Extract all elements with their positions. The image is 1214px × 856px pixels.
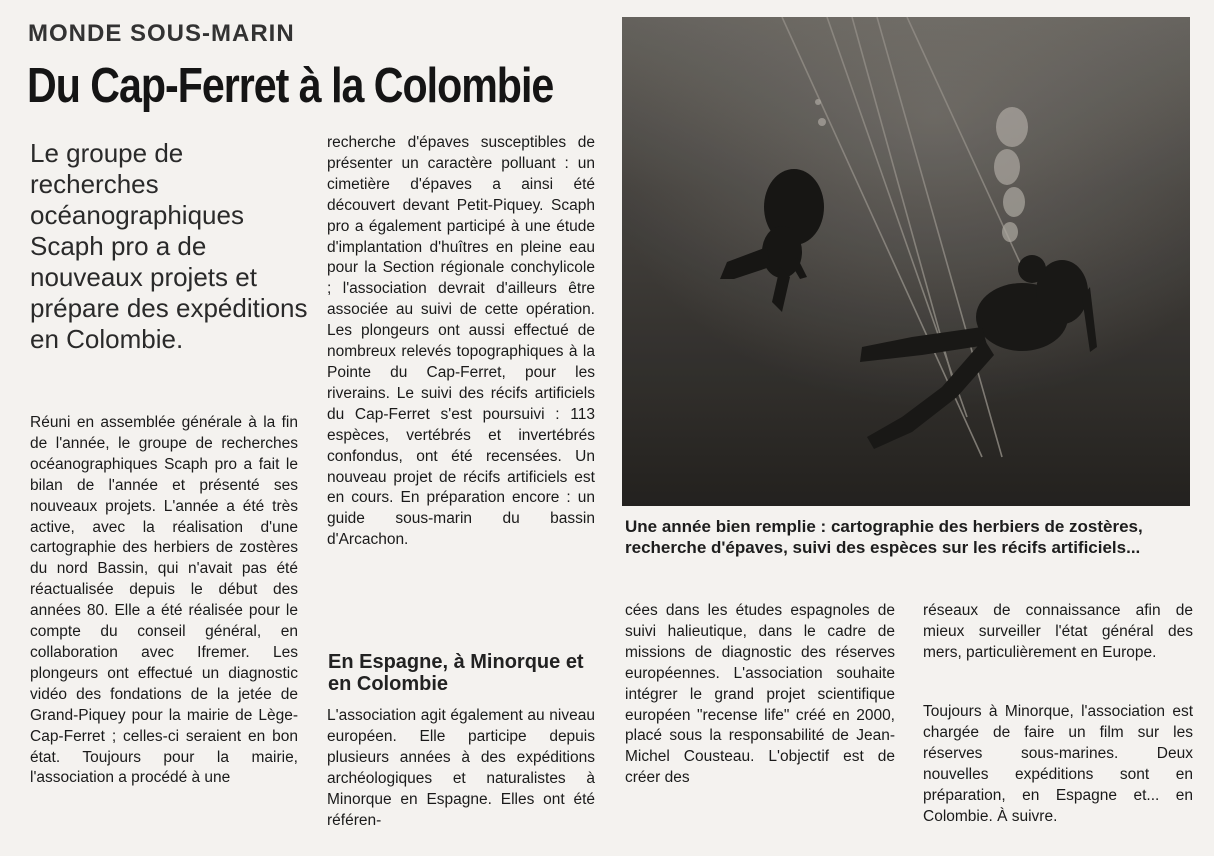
body-column-4: réseaux de connaissance afin de mieux surveiller l'état général des mers, particulièrement en Europe. <box>923 602 1193 661</box>
body-column-4-continued: Toujours à Minorque, l'association est chargée de faire un film sur les réserves sous-marines. Deux nouvelles expéditions sont en préparation, en Espagne et... en Colombie. À suivre. <box>923 703 1193 825</box>
article-intro: Le groupe de recherches océanographiques Scaph pro a de nouveaux projets et prépare des expéditions en Colombie. <box>30 138 308 354</box>
photo-caption: Une année bien remplie : cartographie des herbiers de zostères, recherche d'épaves, suivi des espèces sur les récifs artificiels... <box>625 517 1143 557</box>
section-subhead: En Espagne, à Minorque et en Colombie <box>328 651 584 695</box>
body-column-2-continued: L'association agit également au niveau européen. Elle participe depuis plusieurs années à des expéditions archéologiques et naturalistes à Minorque en Espagne. Elles ont été référen- <box>327 707 595 829</box>
body-column-2: recherche d'épaves susceptibles de présenter un caractère polluant : un cimetière d'épaves a ainsi été découvert devant Petit-Piquey. Scaph pro a également participé à une étude d'implantation d'huîtres en pleine eau pour la Section régionale conchylicole ; l'association devrait d'ailleurs être associée au suivi de cette opération. Les plongeurs ont aussi effectué de nombreux relevés topographiques à la Pointe du Cap-Ferret, pour les riverains. Le suivi des récifs artificiels du Cap-Ferret s'est poursuivi : 113 espèces, vertébrés et invertébrés confondus, ont été recensées. Un nouveau projet de récifs artificiels est en cours. En préparation encore : un guide sous-marin du bassin d'Arcachon. <box>327 134 595 549</box>
divers-photo <box>622 17 1190 506</box>
body-column-3: cées dans les études espagnoles de suivi halieutique, dans le cadre de missions de diagnostic des réserves européennes. L'association souhaite intégrer le grand projet scientifique européen "recense life" créé en 2000, placé sous la responsabilité de Jean-Michel Cousteau. L'objectif est de créer des <box>625 602 895 787</box>
body-column-1: Réuni en assemblée générale à la fin de l'année, le groupe de recherches océanographiques Scaph pro a fait le bilan de l'année et présenté ses nouveaux projets. L'année a été très active, avec la réalisation d'une cartographie des herbiers de zostères du nord Bassin, qui n'avait pas été réactualisée depuis le début des années 80. Elle a été réalisée pour le compte du conseil général, en collaboration avec Ifremer. Les plongeurs ont effectué un diagnostic vidéo des fondations de la jetée de Grand-Piquey pour la mairie de Lège-Cap-Ferret ; celles-ci seraient en bon état. Toujours pour la mairie, l'association a procédé à une <box>30 414 298 787</box>
section-rubric: MONDE SOUS-MARIN <box>28 20 295 47</box>
underwater-scene <box>622 17 1190 506</box>
article-headline: Du Cap-Ferret à la Colombie <box>27 59 554 113</box>
